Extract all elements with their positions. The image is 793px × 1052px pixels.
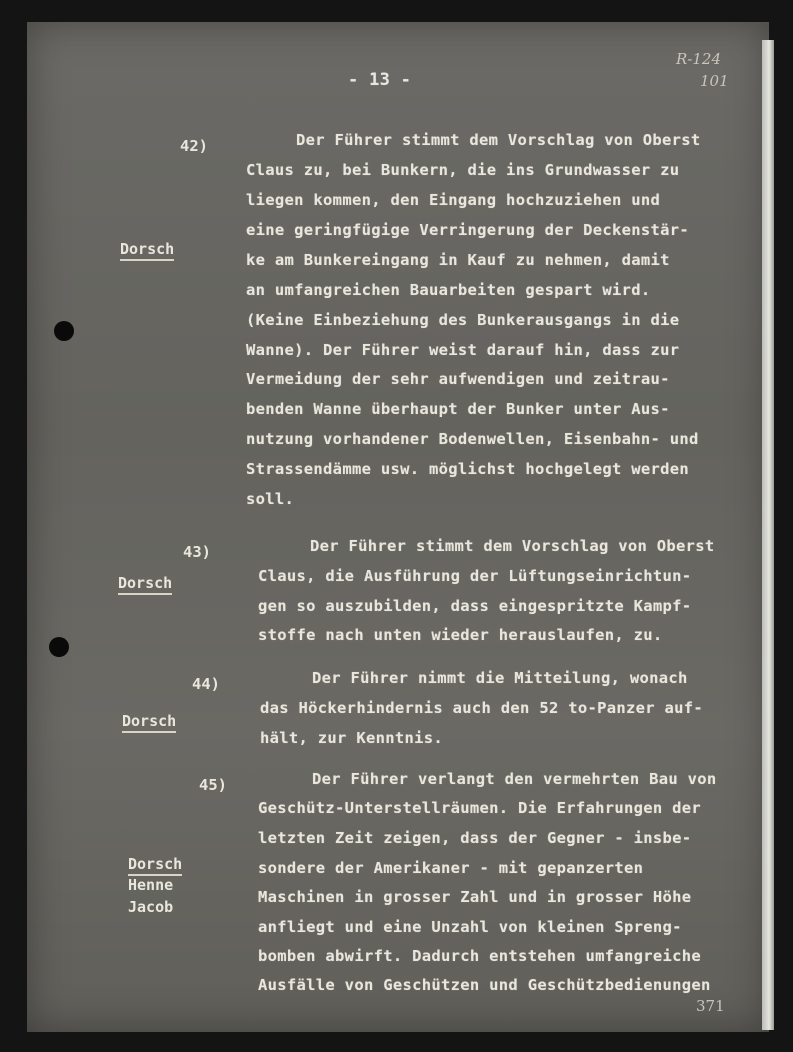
side-name: Jacob <box>128 898 174 916</box>
text-line: Ausfälle von Geschützen und Geschützbedienungen <box>258 976 711 994</box>
text-line: stoffe nach unten wieder herauslaufen, zu. <box>258 626 663 644</box>
text-line: Maschinen in grosser Zahl und in grosser Höhe <box>258 888 692 906</box>
text-line: ke am Bunkereingang in Kauf zu nehmen, damit <box>246 251 670 269</box>
text-line: Geschütz-Unterstellräumen. Die Erfahrungen der <box>258 799 702 817</box>
text-line: an umfangreichen Bauarbeiten gespart wird. <box>246 281 651 299</box>
text-line: gen so auszubilden, dass eingespritzte Kampf- <box>258 597 692 615</box>
text-line: benden Wanne überhaupt der Bunker unter Aus- <box>246 400 670 418</box>
side-name: Henne <box>128 876 174 894</box>
text-line: Der Führer stimmt dem Vorschlag von Oberst <box>296 131 701 149</box>
text-line: soll. <box>246 490 295 508</box>
text-line: Wanne). Der Führer weist darauf hin, dass zur <box>246 341 680 359</box>
text-line: (Keine Einbeziehung des Bunkerausgangs in die <box>246 311 680 329</box>
section-number: 44) <box>192 675 220 693</box>
punch-hole <box>49 637 69 657</box>
section-number: 45) <box>199 776 227 794</box>
section-number: 42) <box>180 137 208 155</box>
text-line: Der Führer nimmt die Mitteilung, wonach <box>312 669 688 687</box>
text-line: liegen kommen, den Eingang hochzuziehen und <box>246 191 661 209</box>
archive-mark: R-124 <box>676 50 721 68</box>
text-line: bomben abwirft. Dadurch entstehen umfangreiche <box>258 947 702 965</box>
archive-mark: 101 <box>700 72 729 90</box>
side-name: Dorsch <box>122 712 176 733</box>
text-line: das Höckerhindernis auch den 52 to-Panzer auf- <box>260 699 704 717</box>
side-name: Dorsch <box>120 240 174 261</box>
text-line: Strassendämme usw. möglichst hochgelegt werden <box>246 460 690 478</box>
text-line: Claus, die Ausführung der Lüftungseinrichtun- <box>258 567 692 585</box>
text-line: eine geringfügige Verringerung der Deckenstär- <box>246 221 690 239</box>
page-number: - 13 - <box>348 70 412 90</box>
text-line: Vermeidung der sehr aufwendigen und zeitrau- <box>246 370 670 388</box>
text-line: sondere der Amerikaner - mit gepanzerten <box>258 859 644 877</box>
text-line: anfliegt und eine Unzahl von kleinen Spreng- <box>258 918 682 936</box>
text-line: Der Führer verlangt den vermehrten Bau von <box>312 770 717 788</box>
text-line: letzten Zeit zeigen, dass der Gegner - insbe- <box>258 829 692 847</box>
punch-hole <box>54 321 74 341</box>
footer-number: 371 <box>696 997 725 1015</box>
text-line: Der Führer stimmt dem Vorschlag von Oberst <box>310 537 715 555</box>
side-name: Dorsch <box>118 574 172 595</box>
section-number: 43) <box>183 543 211 561</box>
page-edge-strip <box>762 40 774 1030</box>
text-line: Claus zu, bei Bunkern, die ins Grundwasser zu <box>246 161 680 179</box>
side-name: Dorsch <box>128 855 182 876</box>
text-line: nutzung vorhandener Bodenwellen, Eisenbahn- und <box>246 430 699 448</box>
text-line: hält, zur Kenntnis. <box>260 729 444 747</box>
